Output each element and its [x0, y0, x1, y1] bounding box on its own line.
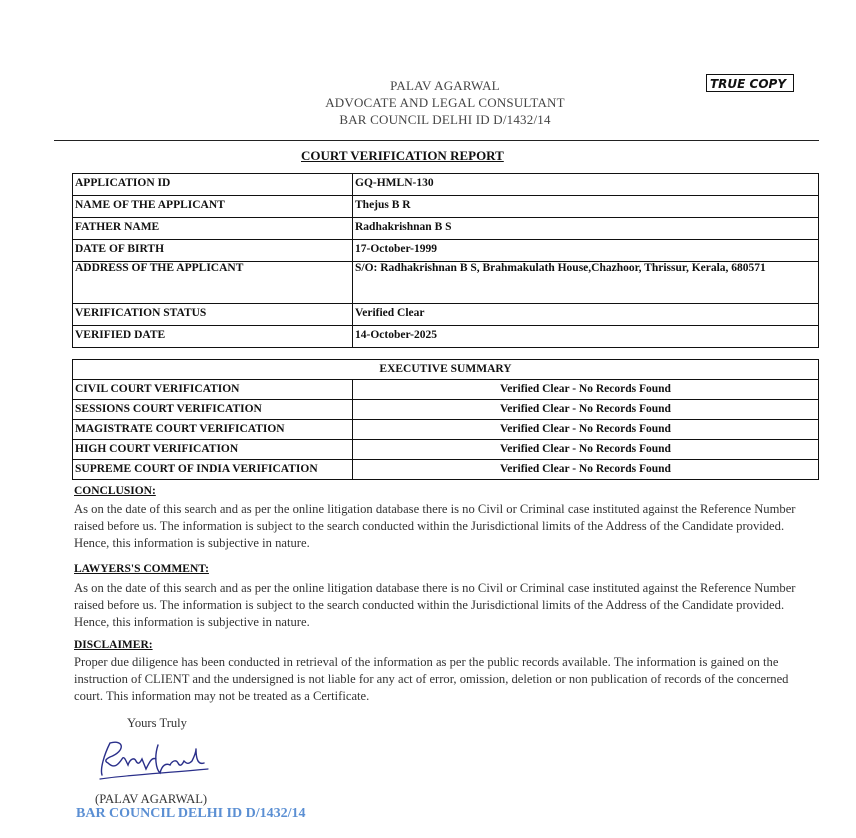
row-label: ADDRESS OF THE APPLICANT [73, 262, 353, 304]
closing-salutation: Yours Truly [127, 716, 187, 730]
table-row [73, 174, 819, 196]
table-row [73, 400, 819, 420]
row-label: MAGISTRATE COURT VERIFICATION [73, 420, 353, 440]
row-value: 14-October-2025 [353, 326, 819, 348]
applicant-details-table [72, 173, 819, 348]
signature [96, 735, 216, 790]
table-row [73, 420, 819, 440]
row-label: VERIFIED DATE [73, 326, 353, 348]
row-value: 17-October-1999 [353, 240, 819, 262]
table-row [73, 304, 819, 326]
executive-summary-title: EXECUTIVE SUMMARY [73, 360, 819, 380]
row-value: Radhakrishnan B S [353, 218, 819, 240]
table-row [73, 380, 819, 400]
row-value: S/O: Radhakrishnan B S, Brahmakulath House,Chazhoor, Thrissur, Kerala, 680571 [353, 262, 819, 304]
report-title: COURT VERIFICATION REPORT [301, 148, 504, 163]
row-label: APPLICATION ID [73, 174, 353, 196]
table-header-row [73, 360, 819, 380]
letterhead-designation: ADVOCATE AND LEGAL CONSULTANT [325, 95, 565, 110]
disclaimer-text: Proper due diligence has been conducted in retrieval of the information as per the public records available. The information is gained on the instruction of CLIENT and the undersigned is not liable for any act of error, omission, deletion or non publication of records of the concerned court. This information may not be treated as a Certificate. [74, 655, 789, 703]
row-value: Thejus B R [353, 196, 819, 218]
executive-summary-table [72, 359, 819, 480]
table-row [73, 262, 819, 304]
row-label: HIGH COURT VERIFICATION [73, 440, 353, 460]
row-value: Verified Clear - No Records Found [353, 420, 819, 440]
lawyers-comment-text: As on the date of this search and as per the online litigation database there is no Civil or Criminal case instituted against the Reference Number raised before us. The information is subject to the search conducted within the Jurisdictional limits of the Address of the Candidate provided. Hence, this information is subjective in nature. [74, 581, 796, 629]
disclaimer-heading: DISCLAIMER: [74, 639, 153, 651]
table-row [73, 196, 819, 218]
row-value: Verified Clear - No Records Found [353, 400, 819, 420]
table-row [73, 240, 819, 262]
row-label: FATHER NAME [73, 218, 353, 240]
table-row [73, 218, 819, 240]
row-value: GQ-HMLN-130 [353, 174, 819, 196]
row-value: Verified Clear - No Records Found [353, 440, 819, 460]
row-value: Verified Clear - No Records Found [353, 380, 819, 400]
signatory-bar-id: BAR COUNCIL DELHI ID D/1432/14 [76, 806, 306, 821]
letterhead-bar-id: BAR COUNCIL DELHI ID D/1432/14 [339, 112, 551, 127]
row-value: Verified Clear - No Records Found [353, 460, 819, 480]
conclusion-heading: CONCLUSION: [74, 485, 156, 497]
row-label: VERIFICATION STATUS [73, 304, 353, 326]
letterhead-name: PALAV AGARWAL [390, 78, 500, 93]
conclusion-text: As on the date of this search and as per the online litigation database there is no Civil or Criminal case instituted against the Reference Number raised before us. The information is subject to the search conducted within the Jurisdictional limits of the Address of the Candidate provided. Hence, this information is subjective in nature. [74, 502, 796, 550]
row-label: NAME OF THE APPLICANT [73, 196, 353, 218]
table-row [73, 440, 819, 460]
lawyers-comment-heading: LAWYERS'S COMMENT: [74, 563, 209, 575]
table-row [73, 460, 819, 480]
header-divider [54, 140, 819, 141]
row-label: SESSIONS COURT VERIFICATION [73, 400, 353, 420]
row-label: SUPREME COURT OF INDIA VERIFICATION [73, 460, 353, 480]
true-copy-stamp: TRUE COPY [706, 74, 794, 92]
table-row [73, 326, 819, 348]
row-label: DATE OF BIRTH [73, 240, 353, 262]
row-label: CIVIL COURT VERIFICATION [73, 380, 353, 400]
signatory-name: (PALAV AGARWAL) [95, 792, 208, 806]
row-value: Verified Clear [353, 304, 819, 326]
